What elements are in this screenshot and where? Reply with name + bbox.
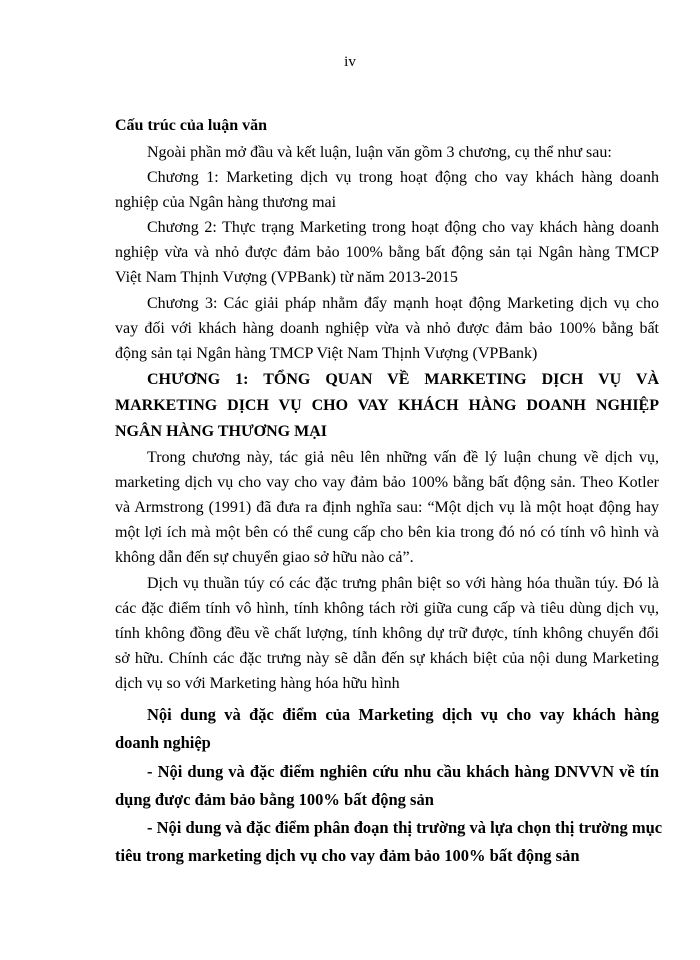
paragraph-intro: Ngoài phần mở đầu và kết luận, luận văn gồm 3 chương, cụ thể như sau: — [147, 144, 612, 161]
bullet2-line-1: - Nội dung và đặc điểm phân đoạn thị trường và lựa chọn thị trường mục — [147, 818, 663, 837]
paragraph-service-line-4: sở hữu. Chính các đặc trưng này sẽ dẫn đến sự khách biệt của nội dung Marketing — [115, 650, 659, 667]
heading-content-line-2: doanh nghiệp — [115, 733, 211, 752]
paragraph-service-line-2: các đặc điểm tính vô hình, tính không tách rời giữa cung cấp và tiêu dùng dịch vụ, — [115, 600, 659, 617]
paragraph-service-line-3: tính không đồng đều về chất lượng, tính không dự trữ được, tính không chuyển đổi — [115, 625, 659, 642]
paragraph-chapter-line-2: marketing dịch vụ cho vay cho vay đảm bảo 100% bằng bất động sản. Theo Kotler — [115, 474, 659, 491]
chapter-title-line-1: CHƯƠNG 1: TỔNG QUAN VỀ MARKETING DỊCH VỤ VÀ — [147, 371, 659, 388]
chapter3-line-2: vay đối với khách hàng doanh nghiệp vừa và nhỏ được đảm bảo 100% bằng bất — [115, 320, 659, 337]
paragraph-service-line-1: Dịch vụ thuần túy có các đặc trưng phân biệt so với hàng hóa thuần túy. Đó là — [147, 575, 659, 592]
bullet1-line-1: - Nội dung và đặc điểm nghiên cứu nhu cầu khách hàng DNVVN về tín — [147, 762, 659, 781]
chapter2-line-2: nghiệp vừa và nhỏ được đảm bảo 100% bằng bất động sản tại Ngân hàng TMCP — [115, 244, 659, 261]
chapter3-line-1: Chương 3: Các giải pháp nhằm đẩy mạnh hoạt động Marketing dịch vụ cho — [147, 295, 659, 312]
page-number: iv — [344, 54, 356, 70]
chapter2-line-3: Việt Nam Thịnh Vượng (VPBank) từ năm 2013-2015 — [115, 269, 458, 286]
heading-content-line-1: Nội dung và đặc điểm của Marketing dịch vụ cho vay khách hàng — [147, 705, 659, 724]
paragraph-chapter-line-5: không dẫn đến sự chuyển giao sở hữu nào cả”. — [115, 549, 414, 566]
bullet2-line-2: tiêu trong marketing dịch vụ cho vay đảm bảo 100% bất động sản — [115, 846, 580, 865]
chapter-title-line-2: MARKETING DỊCH VỤ CHO VAY KHÁCH HÀNG DOANH NGHIỆP — [115, 397, 659, 414]
section-heading-structure: Cấu trúc của luận văn — [115, 117, 268, 134]
bullet1-line-2: dụng được đảm bảo bằng 100% bất động sản — [115, 790, 434, 809]
chapter-title-line-3: NGÂN HÀNG THƯƠNG MẠI — [115, 423, 327, 440]
paragraph-chapter-line-3: và Armstrong (1991) đã đưa ra định nghĩa sau: “Một dịch vụ là một hoạt động hay — [115, 499, 659, 516]
paragraph-service-line-5: dịch vụ so với Marketing hàng hóa hữu hình — [115, 675, 400, 692]
paragraph-chapter-line-4: một lợi ích mà một bên có thể cung cấp cho bên kia trong đó nó có tính vô hình và — [115, 524, 659, 541]
chapter1-line-2: nghiệp của Ngân hàng thương mai — [115, 194, 337, 211]
chapter2-line-1: Chương 2: Thực trạng Marketing trong hoạt động cho vay khách hàng doanh — [147, 219, 659, 236]
chapter1-line-1: Chương 1: Marketing dịch vụ trong hoạt động cho vay khách hàng doanh — [147, 169, 659, 186]
chapter3-line-3: động sản tại Ngân hàng TMCP Việt Nam Thịnh Vượng (VPBank) — [115, 345, 538, 362]
paragraph-chapter-line-1: Trong chương này, tác giả nêu lên những vấn đề lý luận chung về dịch vụ, — [147, 449, 659, 466]
